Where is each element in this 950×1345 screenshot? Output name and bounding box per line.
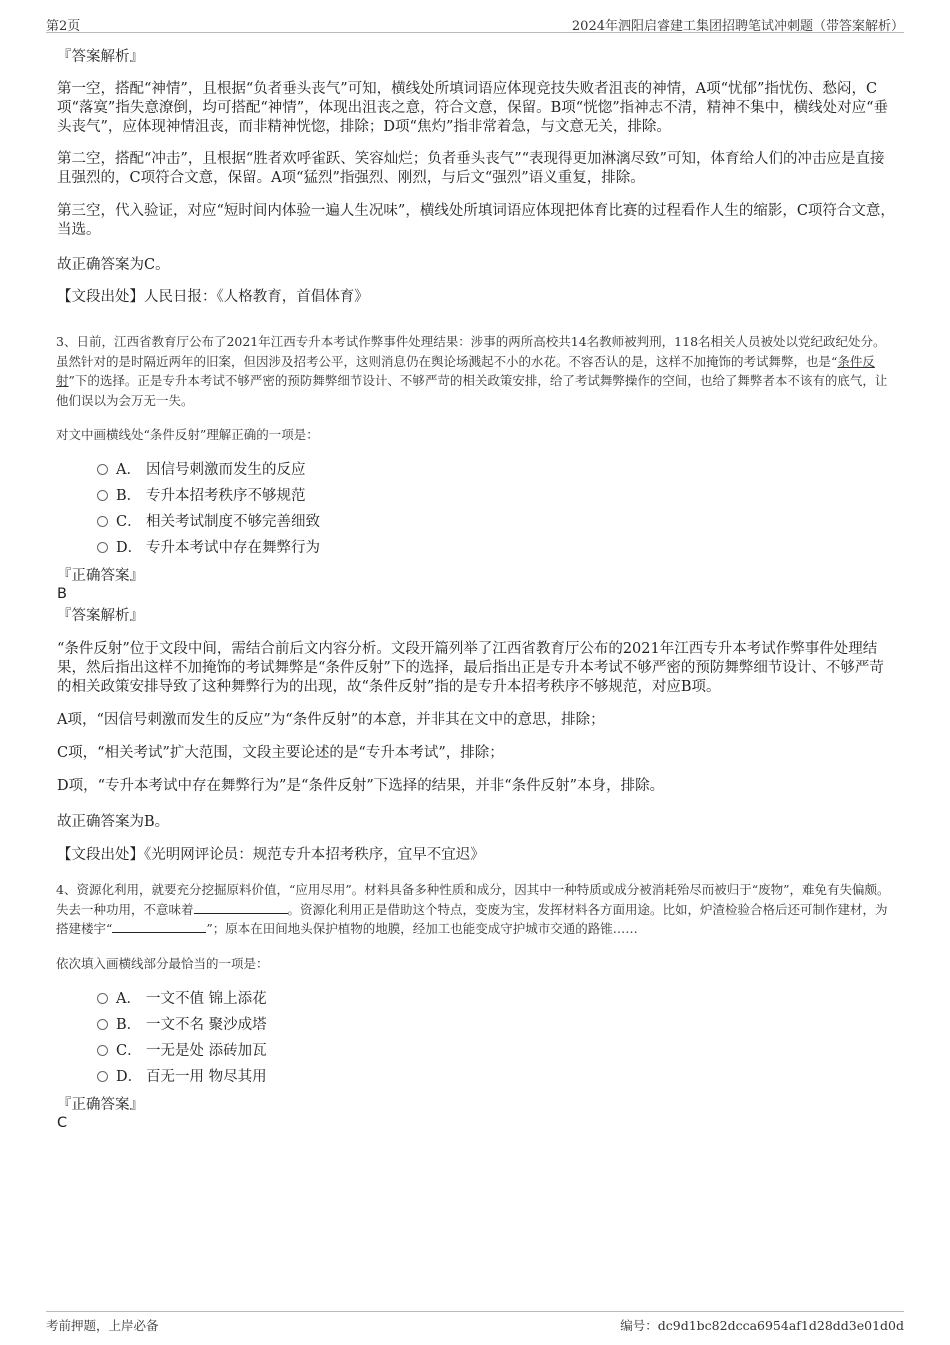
q4-stem-part-a: 4、资源化利用，就要充分挖掘原料价值，“应用尽用”。材料具备多种性质和成分，因其中一种特质或成分被消耗殆尽而被归于“废物”，难免有失偏颇。失去一种功用，不意味着 [56, 882, 890, 917]
q3-source: 【文段出处】《光明网评论员：规范专升本招考秩序，宜早不宜迟》 [57, 847, 485, 863]
page-footer [46, 1311, 904, 1336]
q3-stem-part-b: ”下的选择。正是专升本考试不够严密的预防舞弊细节设计、不够严苛的相关政策安排，给了考试舞弊操作的空间，也给了舞弊者本不该有的底气，让他们误以为会万无一失。 [56, 373, 888, 408]
q3-question: 对文中画横线处“条件反射”理解正确的一项是： [56, 427, 319, 442]
option-text: 一文不值 锦上添花 [146, 991, 267, 1007]
radio-icon[interactable] [97, 993, 108, 1004]
q3-option-c[interactable] [97, 513, 320, 532]
radio-icon[interactable] [97, 1045, 108, 1056]
q4-blank-2 [112, 920, 206, 933]
q3-analysis-2: A项，“因信号刺激而发生的反应”为“条件反射”的本意，并非其在文中的意思，排除； [57, 712, 605, 728]
q3-conclusion: 故正确答案为B。 [57, 814, 170, 830]
q2-analysis-label: 『答案解析』 [57, 49, 144, 65]
q3-underlined-term: 条件反射 [56, 353, 875, 388]
q4-option-d[interactable] [97, 1068, 267, 1087]
q3-option-b[interactable] [97, 487, 306, 506]
option-letter: B． [116, 1017, 142, 1033]
footer-slogan: 考前押题，上岸必备 [46, 1318, 159, 1333]
q4-answer: C [57, 1115, 68, 1131]
q3-analysis-1: “条件反射”位于文段中间，需结合前后文内容分析。文段开篇列举了江西省教育厅公布的2021年江西专升本考试作弊事件处理结果，然后指出这样不加掩饰的考试舞弊是“条件反射”下的选择，最后指出正是专升本考试不够严密的预防舞弊细节设计、不够严苛的相关政策安排导致了这种舞弊行为的出现，故“条件反射”指的是专升本招考秩序不够规范，对应B项。 [57, 641, 884, 695]
option-text: 一文不名 聚沙成塔 [146, 1017, 267, 1033]
q4-question: 依次填入画横线部分最恰当的一项是： [56, 956, 269, 971]
radio-icon[interactable] [97, 1071, 108, 1082]
q4-option-a[interactable] [97, 990, 267, 1009]
q3-analysis-label: 『答案解析』 [57, 608, 144, 624]
radio-icon[interactable] [97, 542, 108, 553]
document-id: 编号：dc9d1bc82dcca6954af1d28dd3e01d0d [620, 1318, 904, 1333]
radio-icon[interactable] [97, 1019, 108, 1030]
q3-stem [56, 332, 896, 410]
q4-stem-part-c: ”；原本在田间地头保护植物的地膜，经加工也能变成守护城市交通的路锥…… [206, 921, 638, 936]
radio-icon[interactable] [97, 516, 108, 527]
q3-analysis-3: C项，“相关考试”扩大范围，文段主要论述的是“专升本考试”，排除； [57, 745, 504, 761]
radio-icon[interactable] [97, 490, 108, 501]
page-header [46, 12, 904, 33]
q3-stem-part-a: 3、日前，江西省教育厅公布了2021年江西专升本考试作弊事件处理结果：涉事的两所高校共14名教师被判刑，118名相关人员被处以党纪政纪处分。虽然针对的是时隔近两年的旧案，但因涉及招考公平，这则消息仍在舆论场溅起不小的水花。不容否认的是，这样不加掩饰的考试舞弊，也是“ [56, 334, 886, 369]
document-title: 2024年泗阳启睿建工集团招聘笔试冲刺题（带答案解析） [571, 19, 904, 34]
q4-stem-part-b: 。资源化利用正是借助这个特点，变废为宝，发挥材料各方面用途。比如，炉渣检验合格后还可制作建材，为搭建楼宇“ [56, 901, 888, 936]
option-letter: D． [116, 1069, 143, 1085]
option-letter: B． [116, 488, 142, 504]
option-letter: C． [116, 514, 142, 530]
q2-analysis-p2: 第二空，搭配“冲击”，且根据“胜者欢呼雀跃、笑容灿烂；负者垂头丧气”“表现得更加淋漓尽致”可知，体育给人们的冲击应是直接且强烈的，C项符合文意，保留。A项“猛烈”指强烈、刚烈，与后文“强烈”语义重复，排除。 [57, 151, 885, 186]
q3-option-a[interactable] [97, 461, 306, 480]
q4-option-b[interactable] [97, 1016, 267, 1035]
radio-icon[interactable] [97, 464, 108, 475]
q2-analysis-p3: 第三空，代入验证，对应“短时间内体验一遍人生况味”，横线处所填词语应体现把体育比赛的过程看作人生的缩影，C项符合文意，当选。 [57, 203, 895, 238]
option-text: 因信号刺激而发生的反应 [146, 462, 306, 478]
q4-answer-label: 『正确答案』 [57, 1097, 144, 1113]
q4-stem [56, 880, 896, 939]
option-text: 一无是处 添砖加瓦 [146, 1043, 267, 1059]
q3-answer-label: 『正确答案』 [57, 568, 144, 584]
option-letter: A． [116, 462, 141, 478]
option-letter: D． [116, 540, 143, 556]
option-text: 百无一用 物尽其用 [146, 1069, 267, 1085]
page-number: 第2页 [46, 19, 81, 34]
q2-source: 【文段出处】人民日报：《人格教育，首倡体育》 [57, 289, 369, 305]
q4-blank-1 [194, 901, 288, 914]
q3-analysis-4: D项，“专升本考试中存在舞弊行为”是“条件反射”下选择的结果，并非“条件反射”本身，排除。 [57, 778, 665, 794]
q3-answer: B [57, 586, 67, 602]
option-text: 专升本考试中存在舞弊行为 [146, 540, 320, 556]
q3-option-d[interactable] [97, 539, 320, 558]
option-letter: A． [116, 991, 141, 1007]
q4-option-c[interactable] [97, 1042, 267, 1061]
option-text: 相关考试制度不够完善细致 [146, 514, 320, 530]
q2-conclusion: 故正确答案为C。 [57, 257, 170, 273]
option-letter: C． [116, 1043, 142, 1059]
option-text: 专升本招考秩序不够规范 [146, 488, 306, 504]
q2-analysis-p1: 第一空，搭配“神情”，且根据“负者垂头丧气”可知，横线处所填词语应体现竞技失败者沮丧的神情，A项“忧郁”指忧伤、愁闷，C项“落寞”指失意潦倒，均可搭配“神情”，体现出沮丧之意，符合文意，保留。B项“恍惚”指神志不清，精神不集中，横线处对应“垂头丧气”，应体现神情沮丧，而非精神恍惚，排除；D项“焦灼”指非常着急，与文意无关，排除。 [57, 81, 889, 135]
